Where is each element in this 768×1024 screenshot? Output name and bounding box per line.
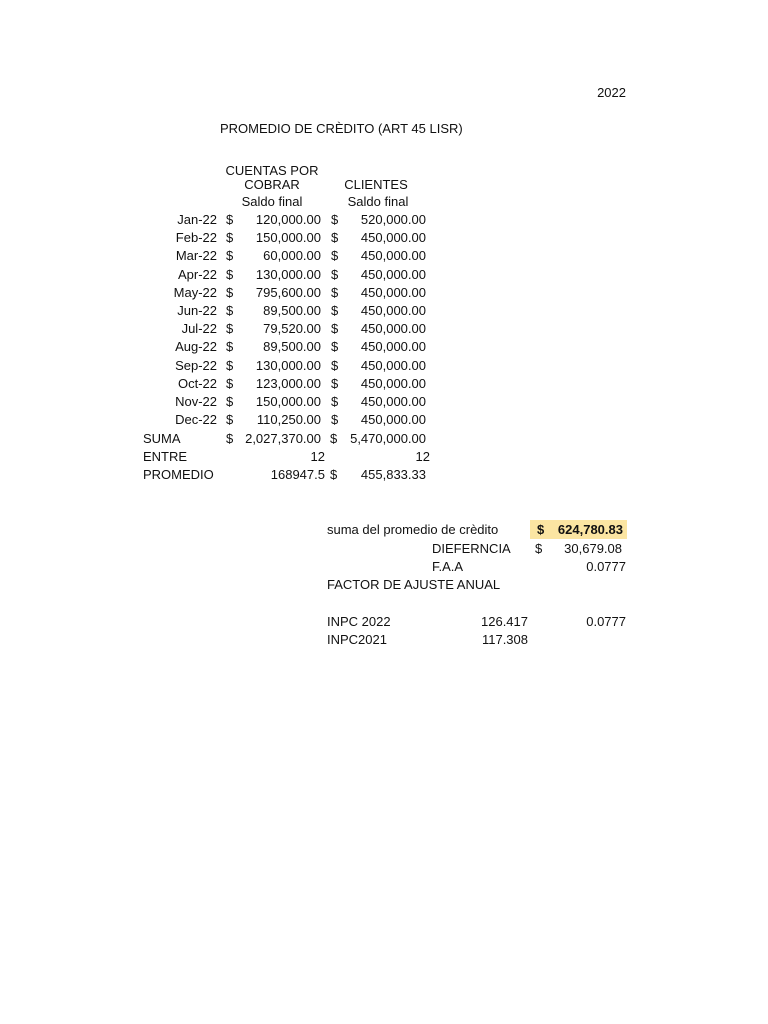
cxc-value: 89,500.00 — [263, 339, 321, 354]
entre-cli-value: 12 — [415, 449, 430, 464]
cli-currency: $ — [331, 321, 339, 336]
suma-cxc-value: 2,027,370.00 — [245, 431, 321, 446]
month-label: Sep-22 — [175, 358, 217, 373]
suma-cli-value: 5,470,000.00 — [350, 431, 426, 446]
diferencia-label: DIEFERNCIA — [432, 541, 511, 556]
month-label: Dec-22 — [175, 412, 217, 427]
cxc-value: 89,500.00 — [263, 303, 321, 318]
cli-currency: $ — [331, 303, 339, 318]
inpc2022-value: 126.417 — [481, 614, 528, 629]
cxc-currency: $ — [226, 230, 234, 245]
cli-value: 450,000.00 — [360, 248, 426, 263]
cxc-currency: $ — [226, 248, 234, 263]
cli-value: 450,000.00 — [360, 230, 426, 245]
col-subheader-clientes: Saldo final — [347, 194, 409, 209]
cxc-value: 150,000.00 — [255, 230, 321, 245]
cxc-currency: $ — [226, 267, 234, 282]
suma-promedio-currency: $ — [537, 522, 545, 537]
cli-currency: $ — [331, 230, 339, 245]
cli-value: 450,000.00 — [360, 303, 426, 318]
month-label: Apr-22 — [177, 267, 217, 282]
col-header-cxc-line2: COBRAR — [244, 177, 300, 192]
inpc2021-value: 117.308 — [481, 632, 528, 647]
col-header-cxc-line1: CUENTAS POR — [225, 163, 319, 178]
cli-value: 450,000.00 — [360, 376, 426, 391]
entre-label: ENTRE — [143, 449, 188, 464]
cxc-value: 150,000.00 — [255, 394, 321, 409]
promedio-cli-value: 455,833.33 — [360, 467, 426, 482]
promedio-label: PROMEDIO — [143, 467, 214, 482]
cxc-value: 130,000.00 — [255, 267, 321, 282]
cli-currency: $ — [331, 285, 339, 300]
cxc-value: 120,000.00 — [255, 212, 321, 227]
year-label: 2022 — [597, 85, 626, 100]
suma-promedio-label: suma del promedio de crèdito — [327, 522, 499, 537]
promedio-cli-currency: $ — [330, 467, 338, 482]
cxc-value: 795,600.00 — [255, 285, 321, 300]
col-header-clientes: CLIENTES — [344, 177, 408, 192]
cxc-value: 79,520.00 — [263, 321, 321, 336]
month-label: Feb-22 — [175, 230, 217, 245]
cxc-value: 110,250.00 — [256, 412, 321, 427]
month-label: Aug-22 — [175, 339, 217, 354]
cli-value: 450,000.00 — [360, 285, 426, 300]
suma-promedio-value: 624,780.83 — [557, 522, 623, 537]
suma-cxc-currency: $ — [226, 431, 234, 446]
cxc-currency: $ — [226, 321, 234, 336]
cxc-currency: $ — [226, 212, 234, 227]
cli-currency: $ — [331, 248, 339, 263]
cli-currency: $ — [331, 267, 339, 282]
inpc2022-label: INPC 2022 — [327, 614, 391, 629]
month-label: Mar-22 — [175, 248, 217, 263]
factor-ajuste-label: FACTOR DE AJUSTE ANUAL — [327, 577, 501, 592]
page-title: PROMEDIO DE CRÈDITO (ART 45 LISR) — [220, 121, 463, 136]
month-label: Nov-22 — [175, 394, 217, 409]
cli-value: 450,000.00 — [360, 358, 426, 373]
suma-label: SUMA — [143, 431, 181, 446]
diferencia-value: 30,679.08 — [564, 541, 622, 556]
cli-value: 520,000.00 — [360, 212, 426, 227]
cxc-currency: $ — [226, 358, 234, 373]
cli-value: 450,000.00 — [360, 267, 426, 282]
promedio-cxc-value: 168947.5 — [270, 467, 325, 482]
month-label: Jan-22 — [177, 212, 217, 227]
cxc-currency: $ — [226, 339, 234, 354]
cxc-currency: $ — [226, 376, 234, 391]
cli-value: 450,000.00 — [360, 394, 426, 409]
cxc-currency: $ — [226, 412, 234, 427]
month-label: May-22 — [173, 285, 217, 300]
col-subheader-cxc: Saldo final — [241, 194, 303, 209]
faa-label: F.A.A — [432, 559, 464, 574]
faa-value: 0.0777 — [586, 559, 626, 574]
entre-cxc-value: 12 — [310, 449, 325, 464]
cli-value: 450,000.00 — [360, 339, 426, 354]
inpc2022-factor: 0.0777 — [586, 614, 626, 629]
cxc-value: 123,000.00 — [255, 376, 321, 391]
suma-cli-currency: $ — [330, 431, 338, 446]
diferencia-currency: $ — [535, 541, 543, 556]
cli-value: 450,000.00 — [360, 412, 426, 427]
cli-currency: $ — [331, 358, 339, 373]
month-label: Oct-22 — [177, 376, 217, 391]
cli-currency: $ — [331, 412, 339, 427]
cxc-value: 130,000.00 — [255, 358, 321, 373]
cli-currency: $ — [331, 394, 339, 409]
cxc-currency: $ — [226, 285, 234, 300]
cli-currency: $ — [331, 376, 339, 391]
cli-currency: $ — [331, 212, 339, 227]
inpc2021-label: INPC2021 — [327, 632, 387, 647]
cxc-value: 60,000.00 — [263, 248, 321, 263]
cli-value: 450,000.00 — [360, 321, 426, 336]
cxc-currency: $ — [226, 394, 234, 409]
month-label: Jul-22 — [181, 321, 217, 336]
cxc-currency: $ — [226, 303, 234, 318]
month-label: Jun-22 — [177, 303, 217, 318]
cli-currency: $ — [331, 339, 339, 354]
